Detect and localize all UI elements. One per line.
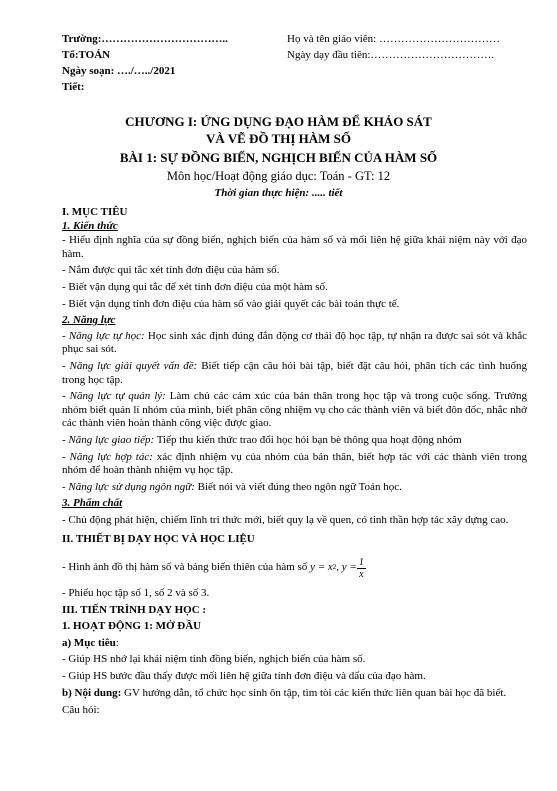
knowledge-item: - Nắm được qui tắc xét tính đơn điệu của hàm số. (62, 264, 280, 277)
lesson-body (62, 204, 527, 718)
quality-text: - Chủ động phát hiện, chiếm lĩnh tri thức mới, biết quy lạ về quen, có tinh thần hợp tác xây dựng cao. (62, 513, 509, 526)
competence-item (62, 360, 527, 387)
competence-item (62, 330, 527, 357)
subject-line: Môn học/Hoạt động giáo dục: Toán - GT: 12 (166, 169, 391, 183)
activity1-heading: 1. HOẠT ĐỘNG 1: MỞ ĐẦU (62, 620, 202, 633)
competence-text: Làm chủ các cảm xúc của bản thân trong học tập và trong cuộc sống. Trưởng nhóm biết quản lí nhóm của mình, biết phân công nhiệm vụ cho các thành viên và biết đôn đốc, nhắc nhở các thành viên hoàn thành công việc được giao. (62, 390, 527, 430)
objectives-heading: I. MỤC TIÊU (62, 206, 128, 218)
goal-heading-line (62, 637, 527, 651)
equipment-item (62, 555, 527, 581)
competence-item (62, 434, 527, 448)
competence-item (62, 390, 527, 431)
competence-text: Học sinh xác định đúng đắn động cơ thái độ học tập, tự nhận ra được sai sót và khắc phục sai sót. (62, 329, 527, 356)
competence-item (62, 481, 527, 495)
fraction-numerator: 1 (358, 556, 364, 568)
competence-text: Biết nói và viết đúng theo ngôn ngữ Toán học. (194, 480, 402, 493)
school-field: Trường:…………………………….. (62, 33, 228, 45)
questions-label: Câu hỏi: (62, 704, 100, 717)
formula-exponent: 2 (332, 563, 337, 572)
competence-label: - Năng lực sử dụng ngôn ngữ: (62, 480, 195, 493)
period-field: Tiết: (62, 81, 85, 93)
fraction-denominator: x (359, 568, 364, 580)
fraction-one-over-x (357, 557, 366, 580)
content-line (62, 687, 527, 701)
content-text: GV hướng dẫn, tổ chức học sinh ôn tập, tìm tòi các kiến thức liên quan bài học đã biết. (121, 686, 507, 699)
competence-text: Tiếp thu kiến thức trao đổi học hỏi bạn bè thông qua hoạt động nhóm (154, 433, 462, 446)
equipment-heading: II. THIẾT BỊ DẠY HỌC VÀ HỌC LIỆU (62, 533, 255, 546)
goal-heading: a) Mục tiêu (62, 636, 116, 649)
competence-label: - Năng lực hợp tác: (62, 450, 153, 463)
competence-item (62, 451, 527, 478)
chapter-title-line1: CHƯƠNG I: ỨNG DỤNG ĐẠO HÀM ĐỂ KHẢO SÁT (125, 114, 432, 129)
content-label: b) Nội dung: (62, 686, 122, 699)
knowledge-heading: 1. Kiến thức (62, 219, 118, 232)
equipment-item-text: - Hình ảnh đồ thị hàm số và bảng biến thiên của hàm số (62, 561, 308, 574)
competence-label: - Năng lực giải quyết vấn đề: (62, 359, 198, 372)
quality-heading: 3. Phẩm chất (62, 497, 123, 510)
competence-heading: 2. Năng lực (62, 314, 116, 327)
goal-item: - Giúp HS bước đầu thấy được mối liên hệ giữa tính đơn điệu và dấu của đạo hàm. (62, 670, 426, 683)
teach-date-field: Ngày dạy đầu tiên:……………………………. (287, 49, 495, 61)
teacher-field: Họ và tên giáo viên: …………………………… (287, 33, 500, 45)
formula-y-equals: y = (341, 561, 357, 574)
duration-line: Thời gian thực hiện: ..... tiết (214, 187, 343, 199)
competence-label: - Năng lực giao tiếp: (62, 433, 155, 446)
competence-label: - Năng lực tự học: (62, 329, 145, 342)
team-field: Tổ:TOÁN (62, 49, 111, 61)
formula-y-x-squared: y = x (310, 561, 333, 574)
process-heading: III. TIẾN TRÌNH DẠY HỌC : (62, 603, 207, 616)
equipment-item: - Phiếu học tập số 1, số 2 và số 3. (62, 587, 210, 600)
prep-date-field: Ngày soạn: …./…../2021 (62, 65, 176, 77)
formula-separator: , (336, 561, 339, 574)
goal-colon: : (115, 636, 119, 649)
knowledge-item: - Biết vận dụng qui tắc để xét tính đơn điệu của một hàm số. (62, 280, 328, 293)
competence-text: xác định nhiệm vụ của nhóm của bản thân, biết hợp tác với các thành viên trong nhóm để hoàn thành nhiệm vụ học tập. (62, 450, 527, 477)
competence-text: Biết tiếp cận câu hỏi bài tập, biết đặt câu hỏi, phân tích các tình huống trong học tập. (62, 359, 527, 386)
lesson-title: BÀI 1: SỰ ĐỒNG BIẾN, NGHỊCH BIẾN CỦA HÀM SỐ (119, 150, 438, 165)
competence-label: - Năng lực tự quản lý: (62, 390, 166, 403)
goal-item: - Giúp HS nhớ lại khái niệm tính đồng biến, nghịch biến của hàm số. (62, 653, 366, 666)
chapter-title-line2: VÀ VẼ ĐỒ THỊ HÀM SỐ (205, 131, 352, 146)
knowledge-item: - Biết vận dụng tính đơn điệu của hàm số vào giải quyết các bài toán thực tế. (62, 297, 400, 310)
knowledge-item: - Hiểu định nghĩa của sự đồng biến, nghịch biến của hàm số và mối liên hệ giữa khái niệm này với đạo hàm. (62, 234, 527, 260)
